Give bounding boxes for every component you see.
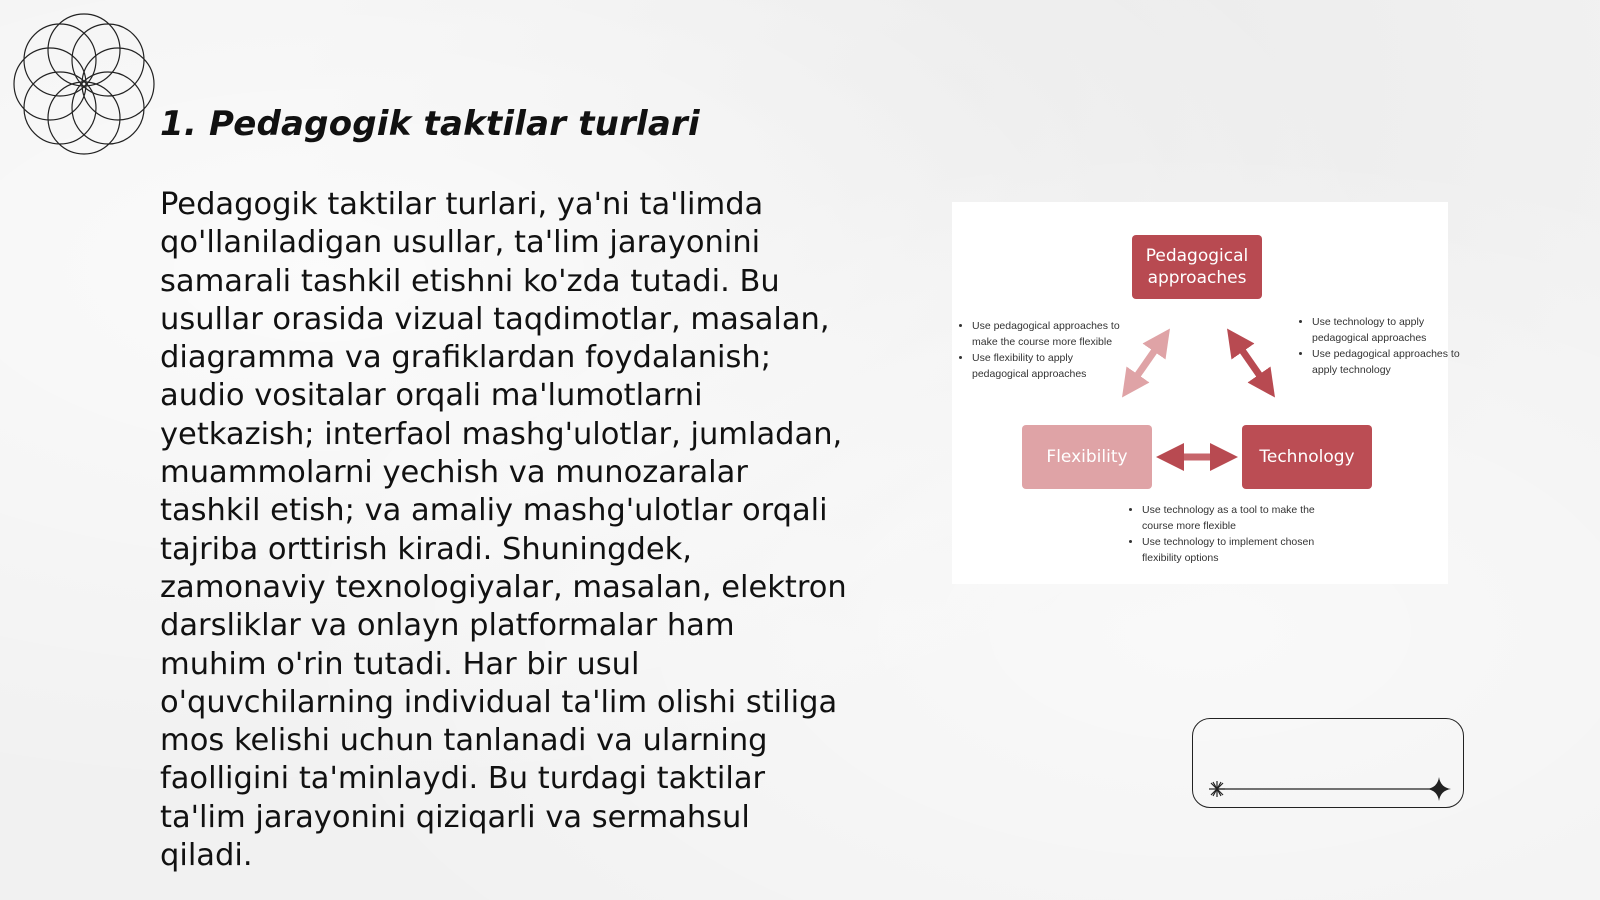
slide-body-text: Pedagogik taktilar turlari, ya'ni ta'limda qo'llaniladigan usullar, ta'lim jarayonini samarali tashkil etishni ko'zda tutadi. Bu usullar orasida vizual taqdimotlar, masalan, diagramma va grafiklardan foydalanish; audio vositalar orqali ma'lumotlarni yetkazish; interfaol mashg'ulotlar, jumladan, muammolarni yechish va munozaralar tashkil etish; va amaliy mashg'ulotlar orqali tajriba orttirish kiradi. Shuningdek, zamonaviy texnologiyalar, masalan, elektron darsliklar va onlayn platformalar ham muhim o'rin tutadi. Har bir usul o'quvchilarning individual ta'lim olishi stiliga mos kelishi uchun tanlanadi va ularning faolligini ta'minlaydi. Bu turdagi taktilar ta'lim jarayonini qiziqarli va sermahsul qiladi. <box>160 187 847 874</box>
left-bullet: • Use flexibility to apply pedagogical approaches <box>972 350 1132 382</box>
arrow-ped-tech <box>1235 340 1267 386</box>
left-bullet-list <box>952 318 1132 382</box>
flexibility-box: Flexibility <box>1022 425 1152 489</box>
right-bullet: • Use technology to apply pedagogical approaches <box>1312 314 1472 346</box>
four-point-star-icon <box>1427 777 1451 801</box>
right-bullet: • Use pedagogical approaches to apply technology <box>1312 346 1472 378</box>
sparkle-icon <box>1209 781 1225 797</box>
slide-title: 1. Pedagogik taktilar turlari <box>160 104 700 144</box>
pedagogical-approaches-box: Pedagogical approaches <box>1132 235 1262 299</box>
technology-box: Technology <box>1242 425 1372 489</box>
bottom-bullet-list <box>1122 502 1322 566</box>
arrow-ped-flex <box>1130 340 1162 386</box>
bottom-bullet: • Use technology to implement chosen flexibility options <box>1142 534 1322 566</box>
decorative-slider-frame <box>1192 718 1464 808</box>
bottom-bullet: • Use technology as a tool to make the course more flexible <box>1142 502 1322 534</box>
rosette-ornament-icon <box>10 10 158 158</box>
pedagogy-diagram <box>952 202 1460 584</box>
slider-line <box>1193 719 1465 809</box>
right-bullet-list <box>1292 314 1472 378</box>
left-bullet: • Use pedagogical approaches to make the course more flexible <box>972 318 1132 350</box>
